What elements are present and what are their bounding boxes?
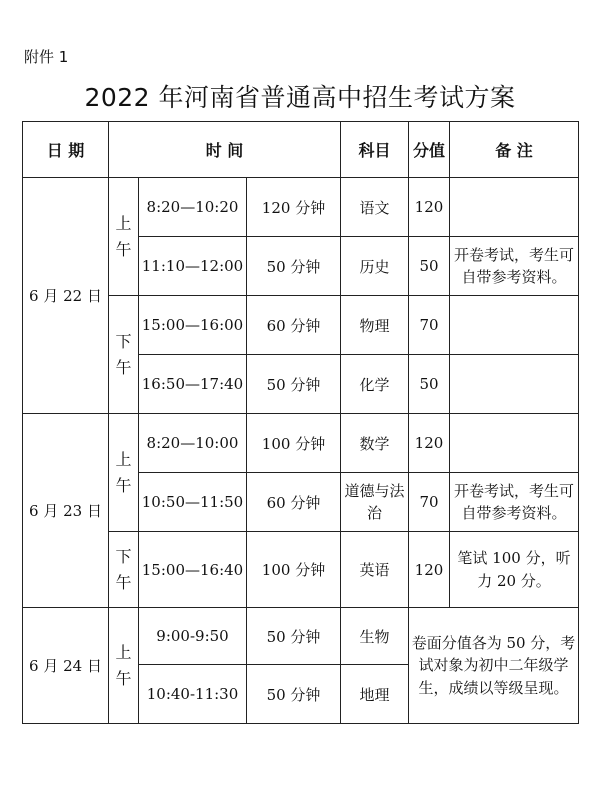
subject-cell: 数学 — [341, 414, 409, 473]
note-cell: 卷面分值各为 50 分，考试对象为初中二年级学生，成绩以等级呈现。 — [409, 608, 579, 724]
subject-cell: 英语 — [341, 532, 409, 608]
subject-cell: 化学 — [341, 355, 409, 414]
attachment-label: 附件 1 — [24, 48, 69, 66]
duration-cell: 50 分钟 — [247, 665, 341, 724]
score-cell: 50 — [409, 355, 450, 414]
exam-schedule-table — [22, 121, 579, 724]
header-time: 时 间 — [109, 122, 341, 178]
note-cell: 开卷考试，考生可自带参考资料。 — [450, 473, 579, 532]
note-cell-empty — [450, 355, 579, 414]
date-cell: 6 月 24 日 — [23, 608, 109, 724]
half-day-pm: 下 午 — [109, 296, 139, 414]
duration-cell: 50 分钟 — [247, 355, 341, 414]
note-cell: 开卷考试，考生可自带参考资料。 — [450, 237, 579, 296]
header-note: 备 注 — [450, 122, 579, 178]
score-cell: 70 — [409, 473, 450, 532]
note-cell: 笔试 100 分，听力 20 分。 — [450, 532, 579, 608]
subject-cell: 物理 — [341, 296, 409, 355]
duration-cell: 120 分钟 — [247, 178, 341, 237]
table-row — [23, 414, 579, 473]
header-date: 日 期 — [23, 122, 109, 178]
score-cell: 120 — [409, 532, 450, 608]
duration-cell: 50 分钟 — [247, 237, 341, 296]
time-cell: 11:10—12:00 — [139, 237, 247, 296]
date-cell: 6 月 22 日 — [23, 178, 109, 414]
time-cell: 8:20—10:20 — [139, 178, 247, 237]
note-cell-empty — [450, 296, 579, 355]
subject-cell: 语文 — [341, 178, 409, 237]
subject-cell: 历史 — [341, 237, 409, 296]
table-row — [23, 608, 579, 665]
date-cell: 6 月 23 日 — [23, 414, 109, 608]
time-cell: 10:40-11:30 — [139, 665, 247, 724]
subject-cell: 地理 — [341, 665, 409, 724]
duration-cell: 60 分钟 — [247, 473, 341, 532]
time-cell: 15:00—16:00 — [139, 296, 247, 355]
duration-cell: 100 分钟 — [247, 532, 341, 608]
score-cell: 50 — [409, 237, 450, 296]
time-cell: 15:00—16:40 — [139, 532, 247, 608]
time-cell: 16:50—17:40 — [139, 355, 247, 414]
half-day-am: 上 午 — [109, 608, 139, 724]
half-day-pm: 下 午 — [109, 532, 139, 608]
page-title: 2022 年河南省普通高中招生考试方案 — [84, 83, 516, 112]
time-cell: 9:00-9:50 — [139, 608, 247, 665]
note-cell-empty — [450, 178, 579, 237]
half-day-am: 上 午 — [109, 414, 139, 532]
header-score: 分值 — [409, 122, 450, 178]
note-cell-empty — [450, 414, 579, 473]
subject-cell: 道德与法治 — [341, 473, 409, 532]
score-cell: 70 — [409, 296, 450, 355]
table-header-row — [23, 122, 579, 178]
time-cell: 8:20—10:00 — [139, 414, 247, 473]
subject-cell: 生物 — [341, 608, 409, 665]
duration-cell: 50 分钟 — [247, 608, 341, 665]
time-cell: 10:50—11:50 — [139, 473, 247, 532]
header-subject: 科目 — [341, 122, 409, 178]
duration-cell: 100 分钟 — [247, 414, 341, 473]
duration-cell: 60 分钟 — [247, 296, 341, 355]
half-day-am: 上 午 — [109, 178, 139, 296]
table-row — [23, 178, 579, 237]
score-cell: 120 — [409, 414, 450, 473]
score-cell: 120 — [409, 178, 450, 237]
